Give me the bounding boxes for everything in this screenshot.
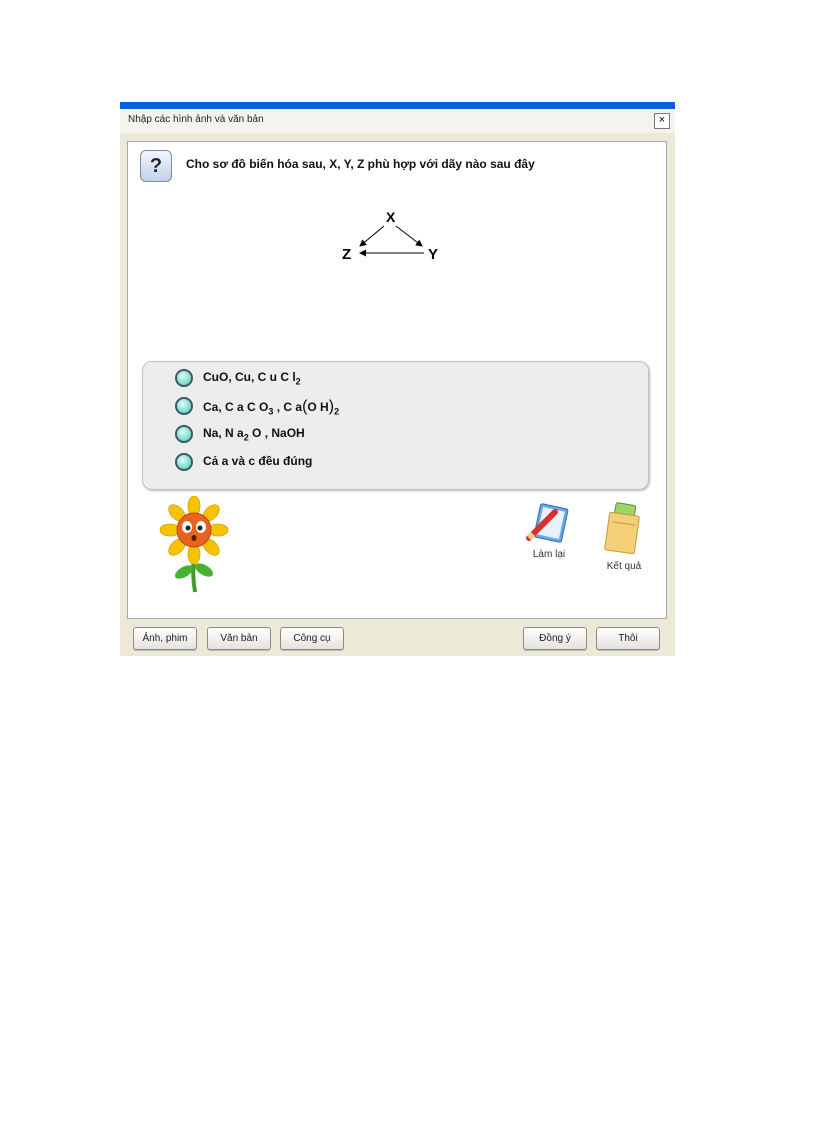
option-c-label: Na, N $a_2$ O , NaOH [203, 426, 305, 443]
option-d-label: Cả a và c đều đúng [203, 454, 313, 468]
titlebar [120, 109, 675, 133]
sunflower-mascot-icon [158, 496, 230, 594]
result-label: Kết quả [606, 561, 642, 572]
exit-button[interactable]: Thôi [596, 627, 660, 650]
window-title: Nhập các hình ảnh và văn bản [128, 114, 264, 125]
option-d-radio[interactable] [175, 453, 193, 471]
agree-button[interactable]: Đồng ý [523, 627, 587, 650]
question-panel [127, 141, 667, 619]
arrow-x-to-z [360, 226, 384, 246]
answer-options [142, 361, 649, 490]
dialog-window [120, 102, 675, 656]
option-a-radio[interactable] [175, 369, 193, 387]
transformation-diagram [336, 204, 446, 264]
images-button[interactable]: Ảnh, phim [133, 627, 197, 650]
text-button[interactable]: Văn bản [207, 627, 271, 650]
notebook-pencil-icon [525, 502, 573, 544]
tools-button[interactable]: Công cụ [280, 627, 344, 650]
option-b-label: Ca, C a C $O_3$ , C a(O $H)_2$ [203, 398, 340, 417]
result-envelope-icon [601, 500, 647, 556]
option-a-label: CuO, Cu, C u C $l_2$ [203, 370, 301, 387]
diagram-label-z: Z [342, 246, 352, 263]
close-button[interactable]: × [654, 113, 670, 129]
option-b-radio[interactable] [175, 397, 193, 415]
titlebar-accent [120, 102, 675, 109]
diagram-label-x: X [386, 209, 396, 225]
redo-label: Làm lại [532, 549, 566, 560]
question-text: Cho sơ đồ biến hóa sau, X, Y, Z phù hợp với dãy nào sau đây [186, 157, 535, 171]
question-mark-icon: ? [140, 150, 172, 182]
option-c-radio[interactable] [175, 425, 193, 443]
diagram-label-y: Y [428, 246, 439, 263]
result-tool[interactable] [601, 500, 647, 572]
bottom-button-bar [120, 621, 675, 656]
arrow-x-to-y [396, 226, 422, 246]
redo-tool[interactable] [525, 502, 573, 560]
